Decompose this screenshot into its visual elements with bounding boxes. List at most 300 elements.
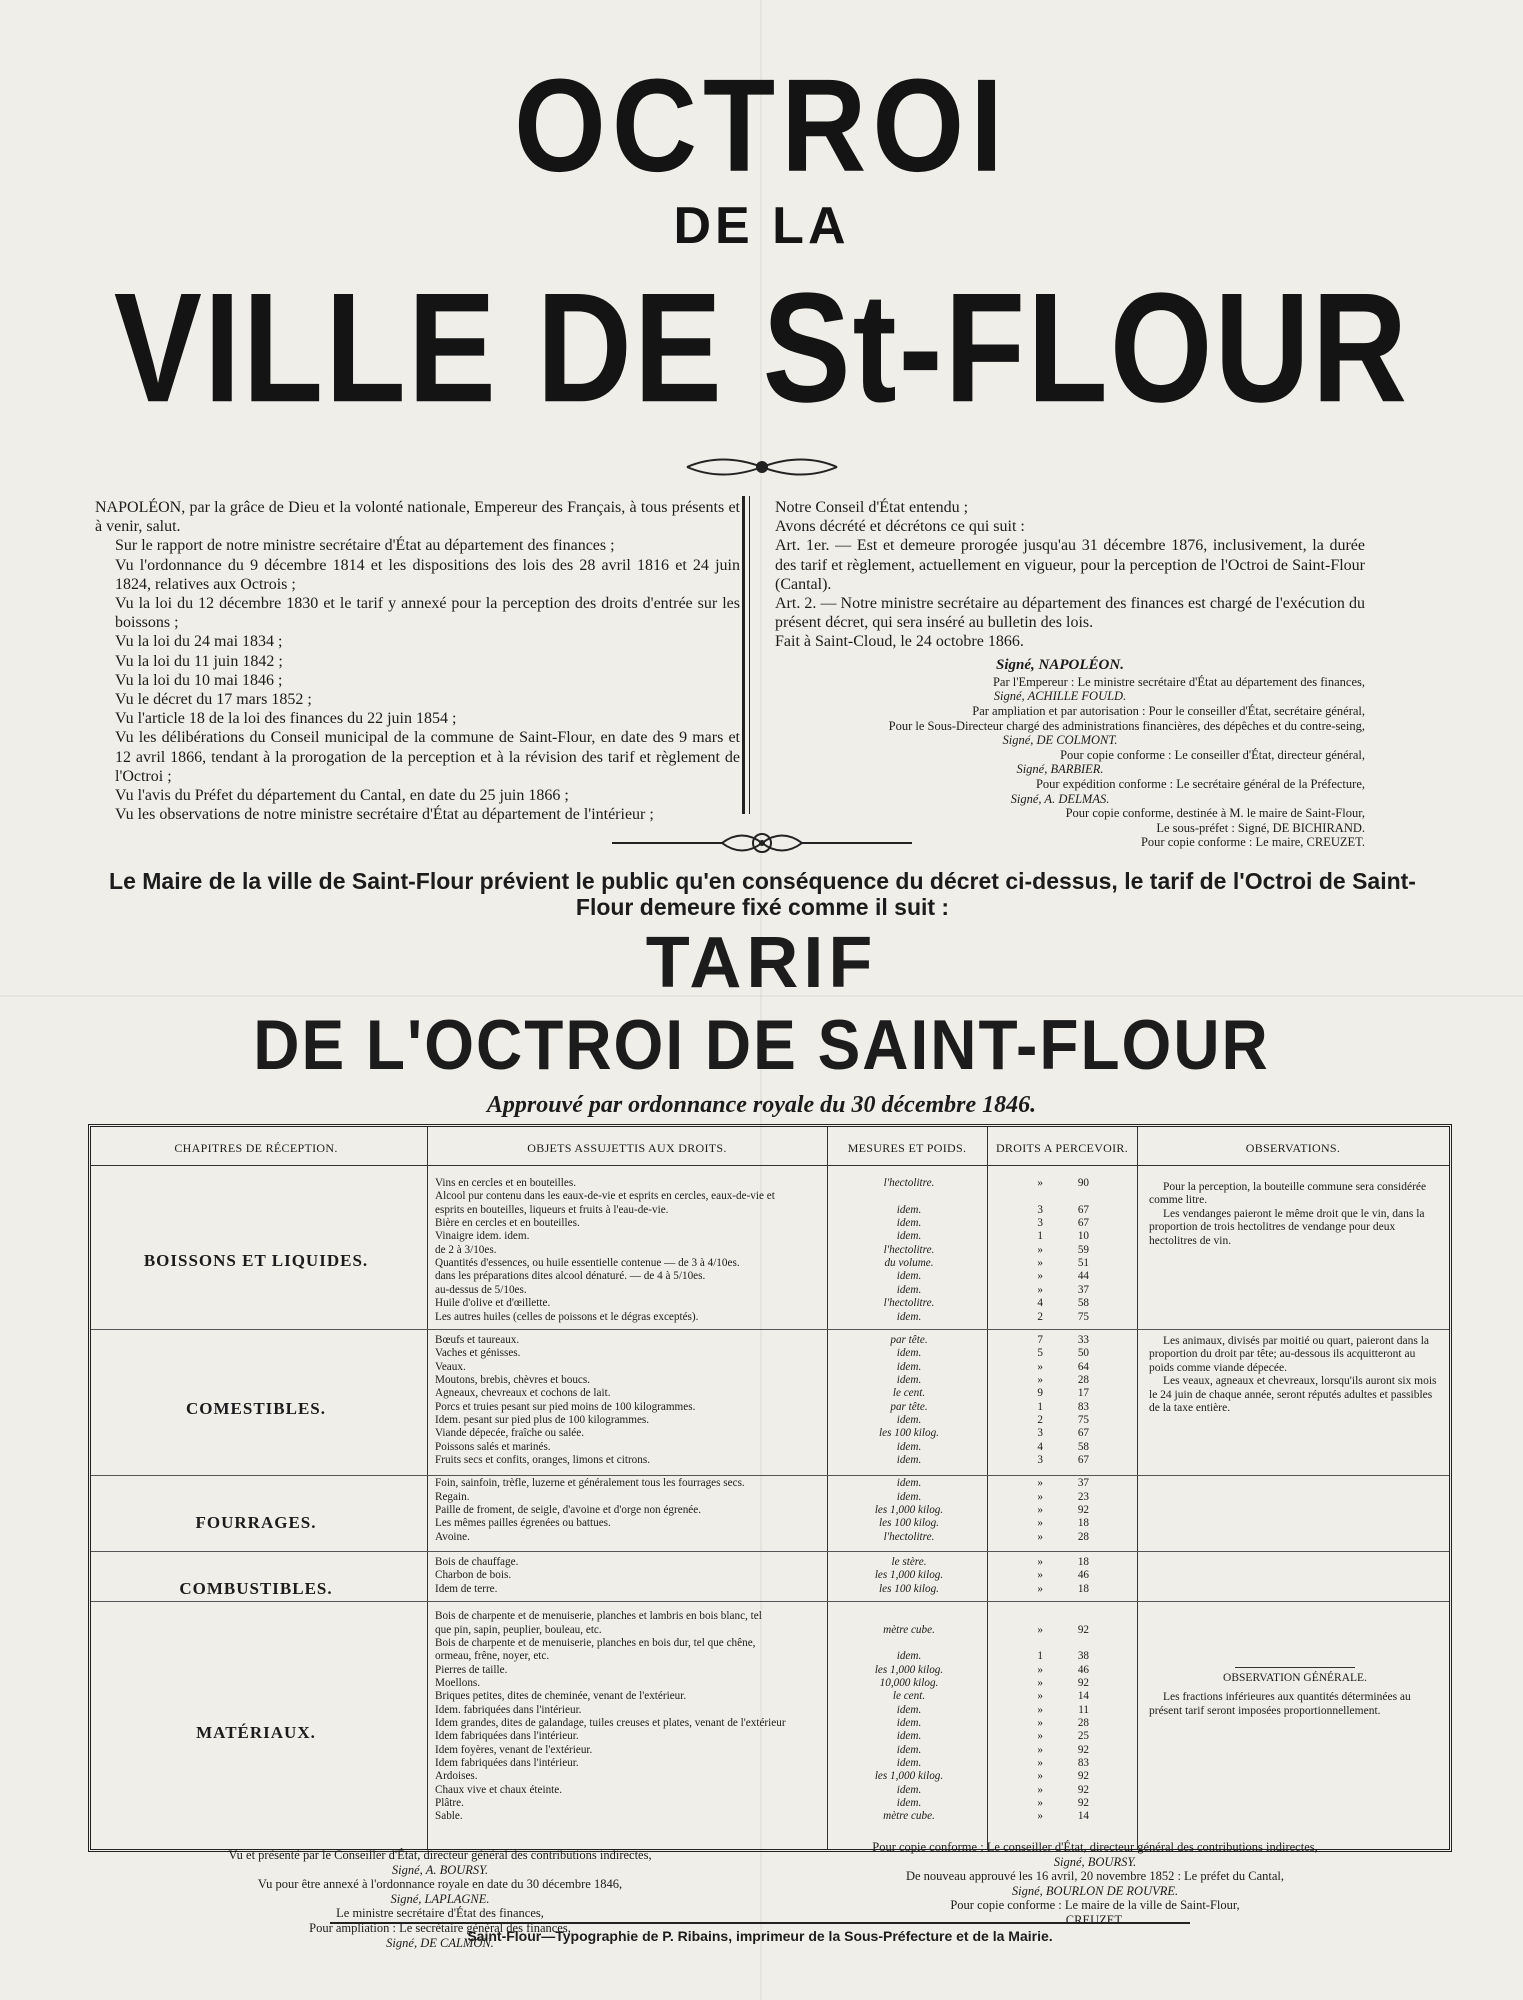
signature-line: Pour expédition conforme : Le secrétaire général de la Préfecture, xyxy=(1035,776,1365,791)
column-rule xyxy=(1137,1127,1138,1849)
duty-centimes: 90 xyxy=(1077,1177,1089,1189)
duty-centimes: 92 xyxy=(1077,1676,1089,1689)
duty-centimes: 83 xyxy=(1077,1757,1089,1769)
row-object: Moutons, brebis, chèvres et boucs. xyxy=(435,1373,591,1386)
col-header-observations: OBSERVATIONS. xyxy=(1245,1141,1341,1155)
row-measure: les 100 kilog. xyxy=(879,1427,939,1440)
duty-centimes: 38 xyxy=(1077,1650,1089,1663)
decree-para: Notre Conseil d'État entendu ; xyxy=(775,499,969,516)
row-measure: le cent. xyxy=(892,1387,926,1400)
observations-generale xyxy=(1149,1667,1441,1718)
signature-line: Par ampliation et par autorisation : Pour le conseiller d'État, secrétaire général, xyxy=(972,704,1365,719)
row-duty xyxy=(1003,1270,1123,1283)
duty-francs: » xyxy=(1037,1716,1043,1729)
duty-francs: » xyxy=(1037,1810,1043,1823)
decree-para: Vu la loi du 24 mai 1834 ; xyxy=(115,633,283,651)
section-rule xyxy=(91,1601,1449,1602)
row-duty xyxy=(1003,1361,1123,1374)
duty-francs: » xyxy=(1037,1783,1043,1796)
duty-centimes: 46 xyxy=(1077,1569,1089,1582)
chapter-fourrages: FOURRAGES. xyxy=(195,1513,317,1532)
section-rule xyxy=(91,1329,1449,1330)
footer-line: Vu et présenté par le Conseiller d'État, directeur général des contributions indirectes, xyxy=(228,1848,652,1862)
col-header-mesures: MESURES ET POIDS. xyxy=(847,1141,967,1155)
footer-line: Pour copie conforme : Le maire de la ville de Saint-Flour, xyxy=(950,1898,1240,1913)
row-measure: les 1,000 kilog. xyxy=(874,1770,944,1783)
row-duty xyxy=(1003,1284,1123,1297)
row-object: Foin, sainfoin, trèfle, luzerne et généralement tous les fourrages secs. xyxy=(435,1477,745,1490)
row-measure: les 100 kilog. xyxy=(879,1517,939,1530)
duty-francs: » xyxy=(1037,1283,1043,1296)
row-measure: les 1,000 kilog. xyxy=(874,1569,944,1582)
row-measure: idem. xyxy=(896,1203,922,1216)
row-measure: idem. xyxy=(896,1373,922,1386)
row-measure: les 100 kilog. xyxy=(879,1582,939,1595)
row-duty xyxy=(1003,1414,1123,1427)
duty-centimes: 51 xyxy=(1077,1257,1089,1270)
duty-francs: » xyxy=(1037,1743,1043,1756)
row-duty xyxy=(1003,1204,1123,1217)
row-measure: idem. xyxy=(896,1797,922,1810)
decree-para: Vu l'article 18 de la loi des finances du 22 juin 1854 ; xyxy=(115,710,457,728)
row-duty xyxy=(1003,1454,1123,1467)
row-object: Idem grandes, dites de galandage, tuiles creuses et plates, venant de l'extérieur xyxy=(435,1716,786,1729)
duty-francs: » xyxy=(1037,1556,1043,1569)
row-measure: idem. xyxy=(896,1477,922,1490)
signature-line: Signé, A. DELMAS. xyxy=(1010,791,1110,806)
column-rule xyxy=(987,1127,988,1849)
row-duty xyxy=(1003,1797,1123,1810)
duty-centimes: 28 xyxy=(1077,1716,1089,1729)
row-duty xyxy=(1003,1717,1123,1730)
row-object: Poissons salés et marinés. xyxy=(435,1440,551,1453)
row-object: Quantités d'essences, ou huile essentielle contenue — de 3 à 4/10es. xyxy=(435,1257,740,1270)
duty-centimes: 58 xyxy=(1077,1440,1089,1453)
row-measure: le stère. xyxy=(891,1556,927,1569)
duty-francs: 1 xyxy=(1037,1400,1043,1413)
signature-line: Signé, DE COLMONT. xyxy=(1002,733,1118,748)
duty-centimes: 37 xyxy=(1077,1283,1089,1296)
row-object: Bois de charpente et de menuiserie, planches et lambris en bois blanc, tel xyxy=(435,1610,762,1623)
row-object: Plâtre. xyxy=(435,1797,464,1810)
duty-centimes: 67 xyxy=(1077,1427,1089,1440)
duty-francs: » xyxy=(1037,1623,1043,1636)
decree-para: Vu la loi du 12 décembre 1830 et le tarif y annexé pour la perception des droits d'entrée sur les boissons ; xyxy=(115,595,740,632)
row-duty xyxy=(1003,1770,1123,1783)
duty-centimes: 14 xyxy=(1077,1810,1089,1823)
duty-francs: 3 xyxy=(1037,1427,1043,1440)
duty-centimes: 92 xyxy=(1077,1770,1089,1783)
footer-line: Signé, A. BOURSY. xyxy=(391,1862,489,1877)
row-duty xyxy=(1003,1650,1123,1663)
observation-text: Les vendanges paieront le même droit que le vin, dans la proportion de trois hectolitres de vendange pour deux hectolitres de vin. xyxy=(1149,1207,1425,1247)
row-duty xyxy=(1003,1427,1123,1440)
row-duty xyxy=(1003,1401,1123,1414)
row-duty xyxy=(1003,1217,1123,1230)
row-object: Bois de charpente et de menuiserie, planches en bois dur, tel que chêne, xyxy=(435,1636,756,1649)
footer-line: Signé, LAPLAGNE. xyxy=(390,1891,490,1906)
row-object: Vins en cercles et en bouteilles. xyxy=(435,1177,576,1189)
duty-francs: 4 xyxy=(1037,1297,1043,1310)
row-duty xyxy=(1003,1244,1123,1257)
chapter-boissons: BOISSONS ET LIQUIDES. xyxy=(143,1251,369,1270)
duty-francs: 9 xyxy=(1037,1387,1043,1400)
row-measure: idem. xyxy=(896,1270,922,1283)
row-duty xyxy=(1003,1374,1123,1387)
row-duty xyxy=(1003,1569,1123,1582)
duty-centimes: 64 xyxy=(1077,1360,1089,1373)
duty-centimes: 92 xyxy=(1077,1504,1089,1517)
row-duty xyxy=(1003,1784,1123,1797)
column-rule xyxy=(427,1127,428,1849)
signature-line: Pour copie conforme, destinée à M. le maire de Saint-Flour, xyxy=(1065,806,1365,821)
row-measure: mètre cube. xyxy=(883,1810,935,1823)
observations-comestibles xyxy=(1149,1335,1441,1415)
mayor-announcement: Le Maire de la ville de Saint-Flour prévient le public qu'en conséquence du décret ci-dessus, le tarif de l'Octroi de Saint-Flour demeure fixé comme il suit : xyxy=(109,868,1416,920)
duty-centimes: 75 xyxy=(1077,1413,1089,1426)
duty-centimes: 83 xyxy=(1077,1400,1089,1413)
duty-francs: » xyxy=(1037,1517,1043,1530)
duty-centimes: 28 xyxy=(1077,1373,1089,1386)
decree-para: Art. 1er. — Est et demeure prorogée jusqu'au 31 décembre 1876, inclusivement, la durée des tarif et règlement, actuellement en vigueur, pour la perception de l'Octroi de Saint-Flour (Cantal). xyxy=(775,537,1365,593)
observation-text: Les veaux, agneaux et chevreaux, lorsqu'ils auront six mois le 24 juin de chaque année, seront réputés adultes et passibles de la taxe entière. xyxy=(1149,1375,1437,1415)
row-duty xyxy=(1003,1311,1123,1324)
row-object: Idem fabriquées dans l'intérieur. xyxy=(435,1730,579,1743)
column-divider xyxy=(742,496,750,814)
duty-centimes: 92 xyxy=(1077,1783,1089,1796)
row-object: Moellons. xyxy=(435,1676,481,1689)
duty-francs: 1 xyxy=(1037,1650,1043,1663)
signature-line: Par l'Empereur : Le ministre secrétaire d'État au département des finances, xyxy=(992,674,1365,689)
decree-para: Vu les délibérations du Conseil municipal de la commune de Saint-Flour, en date des 9 mars et 12 avril 1866, tendant à la prorogation de la perception et à la révision des tarif et règlement de l'Octroi ; xyxy=(115,729,740,785)
duty-centimes: 25 xyxy=(1077,1730,1089,1743)
col-header-droits: DROITS A PERCEVOIR. xyxy=(995,1141,1129,1155)
row-object: Vaches et génisses. xyxy=(435,1347,521,1360)
row-object: Idem fabriquées dans l'intérieur. xyxy=(435,1757,579,1769)
duty-centimes: 58 xyxy=(1077,1297,1089,1310)
row-object: Bois de chauffage. xyxy=(435,1556,519,1569)
duty-centimes: 18 xyxy=(1077,1556,1089,1569)
row-duty xyxy=(1003,1517,1123,1530)
footer-line: Signé, BOURLON DE ROUVRE. xyxy=(1011,1883,1179,1898)
section-rule xyxy=(91,1551,1449,1552)
chapter-materiaux: MATÉRIAUX. xyxy=(196,1723,316,1742)
row-object: Idem de terre. xyxy=(435,1582,498,1595)
duty-centimes: 67 xyxy=(1077,1217,1089,1230)
observations-boissons xyxy=(1149,1181,1441,1248)
duty-centimes: 11 xyxy=(1078,1703,1089,1716)
row-measure: idem. xyxy=(896,1730,922,1743)
decree-para: Sur le rapport de notre ministre secrétaire d'État au département des finances ; xyxy=(115,537,615,555)
duty-centimes: 14 xyxy=(1077,1690,1089,1703)
duty-centimes: 59 xyxy=(1077,1243,1089,1256)
row-object: Ardoises. xyxy=(435,1770,478,1783)
row-object: Les autres huiles (celles de poissons et le dégras exceptés). xyxy=(435,1310,699,1323)
decree-para: Art. 2. — Notre ministre secrétaire au département des finances est chargé de l'exécution du présent décret, qui sera inséré au bulletin des lois. xyxy=(775,595,1365,632)
row-duty xyxy=(1003,1491,1123,1504)
row-object: Sable. xyxy=(435,1810,463,1823)
row-measure: idem. xyxy=(896,1757,922,1769)
row-measure: idem. xyxy=(896,1347,922,1360)
duty-centimes: 67 xyxy=(1077,1454,1089,1466)
row-duty xyxy=(1003,1531,1123,1544)
row-object: Veaux. xyxy=(435,1360,466,1373)
row-duty xyxy=(1003,1704,1123,1717)
duty-francs: » xyxy=(1037,1477,1043,1490)
row-object: au-dessus de 5/10es. xyxy=(435,1283,527,1296)
row-duty xyxy=(1003,1477,1123,1490)
row-duty xyxy=(1003,1556,1123,1569)
duty-centimes: 18 xyxy=(1077,1517,1089,1530)
duty-centimes: 23 xyxy=(1077,1490,1089,1503)
duty-centimes: 50 xyxy=(1077,1347,1089,1360)
duty-francs: » xyxy=(1037,1490,1043,1503)
decree-para: Fait à Saint-Cloud, le 24 octobre 1866. xyxy=(775,633,1024,651)
duty-francs: » xyxy=(1037,1690,1043,1703)
row-duty xyxy=(1003,1757,1123,1770)
decree-left-column xyxy=(95,498,740,824)
duty-centimes: 44 xyxy=(1077,1270,1089,1283)
row-duty xyxy=(1003,1334,1123,1347)
duty-francs: » xyxy=(1037,1663,1043,1676)
row-duty xyxy=(1003,1297,1123,1310)
footer-line: CREUZET. xyxy=(1065,1912,1125,1927)
footer-line: Pour ampliation : Le secrétaire général des finances, xyxy=(309,1920,571,1935)
duty-francs: » xyxy=(1037,1530,1043,1543)
row-object: Fruits secs et confits, oranges, limons et citrons. xyxy=(435,1454,651,1466)
row-object: que pin, sapin, peuplier, bouleau, etc. xyxy=(435,1623,602,1636)
decree-para: Vu la loi du 11 juin 1842 ; xyxy=(115,652,283,670)
row-duty xyxy=(1003,1583,1123,1596)
row-measure: idem. xyxy=(896,1283,922,1296)
signature-line: Pour le Sous-Directeur chargé des administrations financières, des dépêches et du contre-seing, xyxy=(888,718,1365,733)
row-object: Regain. xyxy=(435,1490,470,1503)
duty-centimes: 28 xyxy=(1077,1530,1089,1543)
observation-text: Les fractions inférieures aux quantités déterminées au présent tarif seront imposées proportionnellement. xyxy=(1149,1691,1411,1717)
row-object: Alcool pur contenu dans les eaux-de-vie et esprits en cercles, eaux-de-vie et xyxy=(435,1190,775,1203)
row-measure: l'hectolitre. xyxy=(883,1530,935,1543)
title-ville: VILLE DE St-FLOUR xyxy=(113,260,1410,435)
duty-francs: 3 xyxy=(1037,1454,1043,1466)
observation-general-title: OBSERVATION GÉNÉRALE. xyxy=(1223,1672,1367,1684)
row-object: de 2 à 3/10es. xyxy=(435,1243,497,1256)
chapter-combustibles: COMBUSTIBLES. xyxy=(179,1579,333,1598)
duty-francs: 7 xyxy=(1037,1333,1043,1346)
decree-para: Vu l'ordonnance du 9 décembre 1814 et les dispositions des lois des 28 avril 1816 et 24 juin 1824, relatives aux Octrois ; xyxy=(115,556,740,593)
row-duty xyxy=(1003,1610,1123,1623)
row-duty xyxy=(1003,1177,1123,1190)
row-object: Chaux vive et chaux éteinte. xyxy=(435,1783,563,1796)
duty-centimes: 37 xyxy=(1077,1477,1089,1490)
row-measure: l'hectolitre. xyxy=(883,1297,935,1310)
row-measure: idem. xyxy=(896,1650,922,1663)
row-measure: idem. xyxy=(896,1413,922,1426)
row-measure: mètre cube. xyxy=(883,1623,935,1636)
signature-line: Pour copie conforme : Le maire, CREUZET. xyxy=(1140,835,1365,850)
row-object: Briques petites, dites de cheminée, venant de l'extérieur. xyxy=(435,1690,687,1703)
row-measure: idem. xyxy=(896,1454,922,1466)
decree-para: Avons décrété et décrétons ce qui suit : xyxy=(775,518,1025,536)
row-measure: par tête. xyxy=(890,1333,928,1346)
duty-francs: 5 xyxy=(1037,1347,1043,1360)
tariff-table xyxy=(88,1124,1452,1852)
duty-francs: 3 xyxy=(1037,1203,1043,1216)
row-measure: l'hectolitre. xyxy=(883,1243,935,1256)
signature-napoleon: Signé, NAPOLÉON. xyxy=(996,656,1124,673)
row-duty xyxy=(1003,1347,1123,1360)
duty-centimes: 67 xyxy=(1077,1203,1089,1216)
row-measure: par tête. xyxy=(890,1400,928,1413)
observation-text: Pour la perception, la bouteille commune sera considérée comme litre. xyxy=(1149,1181,1427,1207)
row-measure: du volume. xyxy=(884,1257,934,1270)
row-measure: idem. xyxy=(896,1360,922,1373)
printer-credit: Saint-Flour—Typographie de P. Ribains, imprimeur de la Sous-Préfecture et de la Mairie. xyxy=(330,1922,1190,1944)
row-object: Les mêmes pailles égrenées ou battues. xyxy=(435,1517,611,1530)
row-measure: les 1,000 kilog. xyxy=(874,1504,944,1517)
tarif-title: TARIF xyxy=(645,923,878,1003)
duty-francs: 2 xyxy=(1037,1310,1043,1323)
row-measure: idem. xyxy=(896,1440,922,1453)
decree-right-column xyxy=(755,498,1365,850)
row-object: Huile d'olive et d'œillette. xyxy=(435,1297,551,1310)
chapter-comestibles: COMESTIBLES. xyxy=(185,1399,326,1418)
row-duty xyxy=(1003,1230,1123,1243)
row-object: Idem foyères, venant de l'extérieur. xyxy=(435,1743,593,1756)
ornament-top-icon xyxy=(0,452,1523,489)
signature-line: Signé, BARBIER. xyxy=(1016,762,1104,777)
footer-line: De nouveau approuvé les 16 avril, 20 novembre 1852 : Le préfet du Cantal, xyxy=(905,1869,1284,1884)
tarif-subtitle: DE L'OCTROI DE SAINT-FLOUR xyxy=(253,1005,1270,1085)
row-measure: 10,000 kilog. xyxy=(879,1676,939,1689)
row-object: Idem. pesant sur pied plus de 100 kilogrammes. xyxy=(435,1413,650,1426)
row-measure: idem. xyxy=(896,1716,922,1729)
row-object: Vinaigre idem. idem. xyxy=(435,1230,530,1243)
observation-text: Les animaux, divisés par moitié ou quart, paieront dans la proportion du droit par tête; au-dessous ils acquitteront au poids comme viande dépecée. xyxy=(1149,1335,1430,1374)
row-measure: le cent. xyxy=(892,1690,926,1703)
duty-francs: » xyxy=(1037,1243,1043,1256)
title-de-la: DE LA xyxy=(673,197,850,255)
duty-francs: » xyxy=(1037,1730,1043,1743)
duty-francs: » xyxy=(1037,1770,1043,1783)
approval-line: Approuvé par ordonnance royale du 30 décembre 1846. xyxy=(486,1092,1037,1118)
footer-line: Vu pour être annexé à l'ordonnance royale en date du 30 décembre 1846, xyxy=(257,1877,623,1892)
row-duty xyxy=(1003,1624,1123,1637)
duty-centimes: 18 xyxy=(1077,1582,1089,1595)
row-measure: idem. xyxy=(896,1783,922,1796)
row-object: Avoine. xyxy=(435,1530,470,1543)
row-object: Viande dépecée, fraîche ou salée. xyxy=(435,1427,585,1440)
duty-francs: » xyxy=(1037,1676,1043,1689)
row-duty xyxy=(1003,1190,1123,1203)
row-object: esprits en bouteilles, liqueurs et fruits à l'eau-de-vie. xyxy=(435,1203,669,1216)
row-measure: idem. xyxy=(896,1743,922,1756)
divider xyxy=(1235,1667,1355,1668)
signature-line: Signé, ACHILLE FOULD. xyxy=(993,689,1127,704)
row-duty xyxy=(1003,1637,1123,1650)
duty-francs: » xyxy=(1037,1257,1043,1270)
decree-para: Vu les observations de notre ministre secrétaire d'État au département de l'intérieur ; xyxy=(115,806,654,824)
row-duty xyxy=(1003,1677,1123,1690)
row-object: Porcs et truies pesant sur pied moins de 100 kilogrammes. xyxy=(435,1400,696,1413)
row-object: Agneaux, chevreaux et cochons de lait. xyxy=(435,1387,611,1400)
duty-centimes: 10 xyxy=(1077,1230,1089,1243)
row-object: Pierres de taille. xyxy=(435,1663,508,1676)
row-duty xyxy=(1003,1744,1123,1757)
row-measure: idem. xyxy=(896,1703,922,1716)
footer-line: Pour copie conforme : Le conseiller d'État, directeur général des contributions indirectes, xyxy=(872,1840,1318,1854)
row-duty xyxy=(1003,1664,1123,1677)
ornament-middle-icon xyxy=(0,826,1523,867)
row-measure: l'hectolitre. xyxy=(883,1177,935,1189)
col-header-objets: OBJETS ASSUJETTIS AUX DROITS. xyxy=(527,1141,727,1155)
duty-francs: » xyxy=(1037,1703,1043,1716)
footer-right xyxy=(800,1840,1390,1928)
row-object: Bœufs et taureaux. xyxy=(435,1333,520,1346)
row-duty xyxy=(1003,1387,1123,1400)
row-duty xyxy=(1003,1730,1123,1743)
decree-para: Vu la loi du 10 mai 1846 ; xyxy=(115,671,283,689)
duty-francs: » xyxy=(1037,1373,1043,1386)
row-duty xyxy=(1003,1504,1123,1517)
footer-line: Le ministre secrétaire d'État des finances, xyxy=(336,1906,544,1921)
duty-francs: 1 xyxy=(1037,1230,1043,1243)
footer-line: Signé, DE CALMON. xyxy=(386,1935,494,1950)
duty-francs: » xyxy=(1037,1569,1043,1582)
row-measure: idem. xyxy=(896,1490,922,1503)
duty-francs: 4 xyxy=(1037,1440,1043,1453)
duty-francs: » xyxy=(1037,1360,1043,1373)
row-duty xyxy=(1003,1257,1123,1270)
row-duty xyxy=(1003,1810,1123,1823)
row-object: Idem. fabriquées dans l'intérieur. xyxy=(435,1703,582,1716)
row-object: Bière en cercles et en bouteilles. xyxy=(435,1217,580,1230)
signature-line: Pour copie conforme : Le conseiller d'État, directeur général, xyxy=(1060,747,1365,762)
row-object: Charbon de bois. xyxy=(435,1569,512,1582)
row-object: Paille de froment, de seigle, d'avoine et d'orge non égrenée. xyxy=(435,1504,702,1517)
section-rule xyxy=(91,1475,1449,1476)
decree-para: NAPOLÉON, par la grâce de Dieu et la volonté nationale, Empereur des Français, à tous présents et à venir, salut. xyxy=(95,499,740,536)
decree-para: Vu l'avis du Préfet du département du Cantal, en date du 25 juin 1866 ; xyxy=(115,787,569,805)
duty-francs: 3 xyxy=(1037,1217,1043,1230)
duty-centimes: 46 xyxy=(1077,1663,1089,1676)
row-measure: les 1,000 kilog. xyxy=(874,1663,944,1676)
col-header-chapitres: CHAPITRES DE RÉCEPTION. xyxy=(174,1141,338,1155)
row-duty xyxy=(1003,1441,1123,1454)
duty-francs: 2 xyxy=(1037,1413,1043,1426)
duty-centimes: 17 xyxy=(1077,1387,1089,1400)
row-measure: idem. xyxy=(896,1310,922,1323)
duty-francs: » xyxy=(1037,1177,1043,1189)
duty-francs: » xyxy=(1037,1582,1043,1595)
row-duty xyxy=(1003,1690,1123,1703)
duty-francs: » xyxy=(1037,1504,1043,1517)
row-measure: idem. xyxy=(896,1230,922,1243)
duty-francs: » xyxy=(1037,1797,1043,1810)
row-object: dans les préparations dites alcool dénaturé. — de 4 à 5/10es. xyxy=(435,1270,706,1283)
decree-para: Vu le décret du 17 mars 1852 ; xyxy=(115,691,312,709)
duty-centimes: 92 xyxy=(1077,1623,1089,1636)
header-rule xyxy=(91,1165,1449,1166)
duty-centimes: 75 xyxy=(1077,1310,1089,1323)
footer-line: Signé, BOURSY. xyxy=(1053,1854,1137,1869)
duty-centimes: 92 xyxy=(1077,1743,1089,1756)
duty-centimes: 33 xyxy=(1077,1333,1089,1346)
duty-francs: » xyxy=(1037,1757,1043,1769)
duty-francs: » xyxy=(1037,1270,1043,1283)
signature-line: Le sous-préfet : Signé, DE BICHIRAND. xyxy=(1156,820,1365,835)
row-object: ormeau, frêne, noyer, etc. xyxy=(435,1650,550,1663)
duty-centimes: 92 xyxy=(1077,1797,1089,1810)
